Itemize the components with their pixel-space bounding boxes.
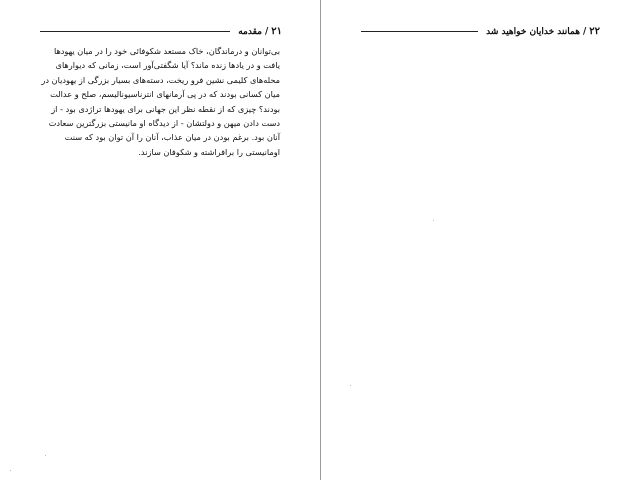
scan-speck — [45, 455, 46, 456]
body-line: میان کسانی بودند که در پی آرمانهای انترناسیونالیسم، صلح و عدالت — [50, 89, 280, 100]
body-line: یافت و در یادها زنده ماند؟ آیا شگفتی‌آور است، زمانی که دیوارهای — [55, 60, 280, 71]
header-separator: / — [582, 26, 587, 37]
scan-speck — [350, 385, 351, 386]
right-page-header — [361, 26, 600, 37]
page-edge-left — [320, 0, 321, 480]
body-line: محله‌های کلیمی نشین فرو ریخت، دسته‌های بسیار بزرگی از یهودیان در — [41, 74, 280, 85]
scan-speck — [433, 220, 434, 221]
page-number: ۲۱ — [271, 26, 282, 37]
scan-speck — [10, 470, 11, 471]
header-rule — [361, 31, 478, 32]
left-page — [0, 0, 320, 480]
book-title: همانند خدایان خواهید شد — [486, 26, 580, 37]
body-line: بی‌توانان و درماندگان، خاک مستعد شکوفائی خود را در میان یهودها — [53, 46, 280, 56]
page-number: ۲۲ — [589, 26, 600, 37]
left-page-header — [40, 26, 282, 37]
body-line: آنان بود. برغم بودن در میان عذاب، آنان را آن توان بود که سنت — [64, 132, 280, 143]
chapter-title: مقدمه — [238, 26, 262, 37]
header-separator: / — [264, 26, 269, 37]
right-page — [323, 0, 642, 480]
body-text — [40, 44, 280, 159]
body-line: اومانیستی را برافراشته و شکوفان سازند. — [138, 146, 280, 157]
body-line: دست دادن میهن و دولتشان - از دیدگاه او مانیستی بزرگترین سعادت — [48, 118, 280, 129]
header-rule — [40, 31, 230, 32]
body-line: بودند؟ چیزی که از نقطه نظر این جهانی برای یهودها تراژدی بود - از — [51, 103, 280, 114]
